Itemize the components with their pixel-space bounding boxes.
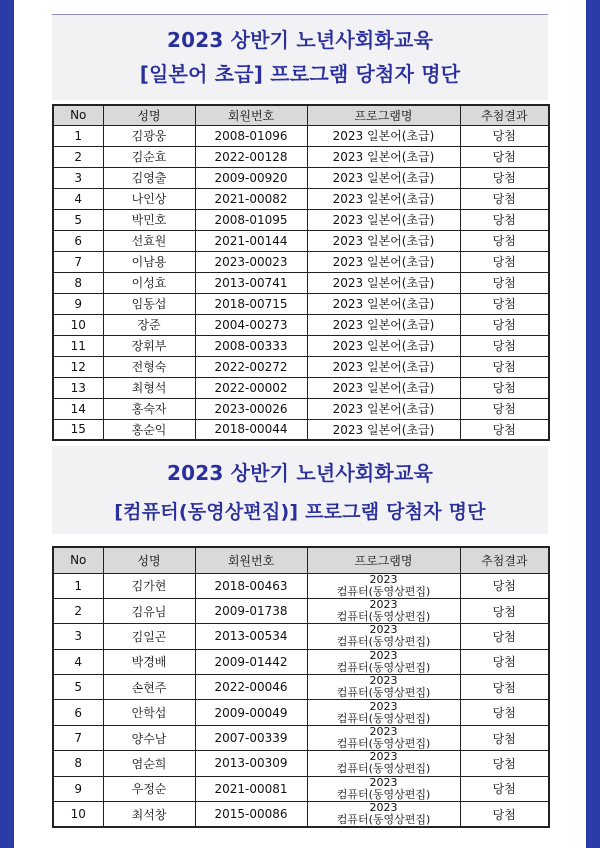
cell-program	[307, 598, 460, 623]
cell-name: 박민호	[103, 209, 195, 230]
cell-program: 2023 일본어(초급)	[307, 251, 460, 272]
cell-no: 5	[53, 675, 103, 700]
table-row	[53, 802, 549, 828]
program-name	[308, 650, 460, 674]
cell-no: 2	[53, 598, 103, 623]
table-row	[53, 356, 549, 377]
cell-name: 김일곤	[103, 624, 195, 649]
table-row	[53, 293, 549, 314]
winners-table-computer	[52, 546, 550, 828]
program-name	[308, 802, 460, 826]
cell-program: 2023 일본어(초급)	[307, 146, 460, 167]
cell-result: 당첨	[460, 251, 549, 272]
cell-program: 2023 일본어(초급)	[307, 398, 460, 419]
cell-no: 11	[53, 335, 103, 356]
program-title: 컴퓨터(동영상편집)	[336, 787, 431, 801]
cell-name: 김광웅	[103, 125, 195, 146]
cell-program	[307, 624, 460, 649]
cell-no: 7	[53, 251, 103, 272]
header-name: 성명	[103, 105, 195, 125]
cell-result: 당첨	[460, 335, 549, 356]
cell-name: 김순효	[103, 146, 195, 167]
table-row	[53, 230, 549, 251]
cell-program	[307, 802, 460, 828]
cell-member-id: 2009-01442	[195, 649, 307, 674]
cell-member-id: 2013-00534	[195, 624, 307, 649]
cell-result: 당첨	[460, 725, 549, 750]
cell-member-id: 2018-00715	[195, 293, 307, 314]
cell-member-id: 2007-00339	[195, 725, 307, 750]
cell-no: 6	[53, 230, 103, 251]
table-row	[53, 776, 549, 801]
program-year: 2023	[369, 649, 398, 662]
cell-result: 당첨	[460, 314, 549, 335]
program-title: 컴퓨터(동영상편집)	[336, 635, 431, 649]
table-row	[53, 751, 549, 776]
program-title: 컴퓨터(동영상편집)	[336, 711, 431, 725]
header-no: No	[53, 547, 103, 573]
cell-name: 장준	[103, 314, 195, 335]
program-year: 2023	[369, 599, 398, 612]
cell-name: 이성효	[103, 272, 195, 293]
program-year: 2023	[369, 573, 398, 586]
cell-no: 3	[53, 167, 103, 188]
cell-result: 당첨	[460, 398, 549, 419]
cell-no: 7	[53, 725, 103, 750]
program-title: 컴퓨터(동영상편집)	[336, 813, 431, 827]
cell-result: 당첨	[460, 700, 549, 725]
program-name	[308, 675, 460, 699]
cell-member-id: 2021-00082	[195, 188, 307, 209]
header-result: 추첨결과	[460, 547, 549, 573]
cell-program: 2023 일본어(초급)	[307, 293, 460, 314]
cell-member-id: 2013-00309	[195, 751, 307, 776]
cell-result: 당첨	[460, 802, 549, 828]
cell-result: 당첨	[460, 167, 549, 188]
program-name	[308, 624, 460, 648]
table-row	[53, 675, 549, 700]
cell-no: 9	[53, 293, 103, 314]
cell-member-id: 2015-00086	[195, 802, 307, 828]
cell-no: 1	[53, 573, 103, 598]
program-year: 2023	[369, 802, 398, 815]
cell-member-id: 2021-00081	[195, 776, 307, 801]
cell-member-id: 2008-00333	[195, 335, 307, 356]
table-row	[53, 573, 549, 598]
cell-result: 당첨	[460, 377, 549, 398]
cell-name: 이남용	[103, 251, 195, 272]
cell-no: 4	[53, 188, 103, 209]
cell-member-id: 2018-00463	[195, 573, 307, 598]
cell-no: 12	[53, 356, 103, 377]
table-row	[53, 649, 549, 674]
cell-name: 양수남	[103, 725, 195, 750]
table-header-row	[53, 547, 549, 573]
program-name	[308, 574, 460, 598]
cell-result: 당첨	[460, 230, 549, 251]
table-row	[53, 272, 549, 293]
table-row	[53, 725, 549, 750]
cell-member-id: 2021-00144	[195, 230, 307, 251]
table-row	[53, 598, 549, 623]
program-year: 2023	[369, 726, 398, 739]
cell-name: 박경배	[103, 649, 195, 674]
cell-program	[307, 776, 460, 801]
cell-no: 15	[53, 419, 103, 440]
cell-name: 전형숙	[103, 356, 195, 377]
cell-name: 홍숙자	[103, 398, 195, 419]
table-row	[53, 146, 549, 167]
cell-name: 홍순익	[103, 419, 195, 440]
cell-no: 10	[53, 314, 103, 335]
cell-result: 당첨	[460, 419, 549, 440]
cell-program: 2023 일본어(초급)	[307, 125, 460, 146]
cell-member-id: 2008-01096	[195, 125, 307, 146]
cell-program: 2023 일본어(초급)	[307, 167, 460, 188]
section1-title-line2: [일본어 초급] 프로그램 당첨자 명단	[139, 62, 461, 86]
right-border-bar	[586, 0, 600, 848]
table-row	[53, 377, 549, 398]
winners-table-japanese	[52, 104, 550, 441]
cell-program: 2023 일본어(초급)	[307, 272, 460, 293]
table-row	[53, 188, 549, 209]
cell-member-id: 2023-00026	[195, 398, 307, 419]
cell-result: 당첨	[460, 293, 549, 314]
cell-program	[307, 573, 460, 598]
cell-program: 2023 일본어(초급)	[307, 230, 460, 251]
program-year: 2023	[369, 751, 398, 764]
section2-title	[52, 446, 548, 534]
table-row	[53, 419, 549, 440]
cell-program: 2023 일본어(초급)	[307, 419, 460, 440]
cell-name: 최석창	[103, 802, 195, 828]
section1-title	[52, 14, 548, 100]
cell-program: 2023 일본어(초급)	[307, 356, 460, 377]
table-row	[53, 398, 549, 419]
cell-program: 2023 일본어(초급)	[307, 314, 460, 335]
cell-program: 2023 일본어(초급)	[307, 335, 460, 356]
table-row	[53, 624, 549, 649]
cell-no: 2	[53, 146, 103, 167]
cell-member-id: 2023-00023	[195, 251, 307, 272]
cell-result: 당첨	[460, 573, 549, 598]
cell-result: 당첨	[460, 649, 549, 674]
section1-title-line1: 2023 상반기 노년사회화교육	[167, 28, 433, 52]
program-year: 2023	[369, 624, 398, 637]
cell-member-id: 2018-00044	[195, 419, 307, 440]
cell-name: 장휘부	[103, 335, 195, 356]
cell-program	[307, 700, 460, 725]
header-program: 프로그램명	[307, 105, 460, 125]
program-name	[308, 726, 460, 750]
cell-no: 3	[53, 624, 103, 649]
cell-no: 5	[53, 209, 103, 230]
cell-program	[307, 649, 460, 674]
table-row	[53, 209, 549, 230]
program-title: 컴퓨터(동영상편집)	[336, 584, 431, 598]
program-name	[308, 701, 460, 725]
program-year: 2023	[369, 776, 398, 789]
cell-no: 8	[53, 751, 103, 776]
left-border-bar	[0, 0, 14, 848]
cell-name: 김유님	[103, 598, 195, 623]
header-member-id: 회원번호	[195, 105, 307, 125]
cell-member-id: 2004-00273	[195, 314, 307, 335]
cell-no: 9	[53, 776, 103, 801]
program-name	[308, 777, 460, 801]
cell-name: 김영출	[103, 167, 195, 188]
cell-name: 임동섭	[103, 293, 195, 314]
cell-result: 당첨	[460, 598, 549, 623]
cell-no: 8	[53, 272, 103, 293]
cell-no: 6	[53, 700, 103, 725]
cell-no: 10	[53, 802, 103, 828]
cell-result: 당첨	[460, 209, 549, 230]
header-result: 추첨결과	[460, 105, 549, 125]
program-year: 2023	[369, 700, 398, 713]
header-no: No	[53, 105, 103, 125]
header-program: 프로그램명	[307, 547, 460, 573]
cell-result: 당첨	[460, 272, 549, 293]
cell-result: 당첨	[460, 751, 549, 776]
cell-no: 13	[53, 377, 103, 398]
cell-member-id: 2013-00741	[195, 272, 307, 293]
header-name: 성명	[103, 547, 195, 573]
program-title: 컴퓨터(동영상편집)	[336, 762, 431, 776]
cell-member-id: 2022-00046	[195, 675, 307, 700]
cell-member-id: 2009-00920	[195, 167, 307, 188]
program-title: 컴퓨터(동영상편집)	[336, 660, 431, 674]
program-name	[308, 599, 460, 623]
cell-program	[307, 751, 460, 776]
cell-result: 당첨	[460, 776, 549, 801]
table-row	[53, 314, 549, 335]
program-title: 컴퓨터(동영상편집)	[336, 737, 431, 751]
table-header-row	[53, 105, 549, 125]
cell-no: 1	[53, 125, 103, 146]
cell-no: 4	[53, 649, 103, 674]
table-row	[53, 125, 549, 146]
cell-result: 당첨	[460, 356, 549, 377]
cell-member-id: 2022-00002	[195, 377, 307, 398]
cell-program: 2023 일본어(초급)	[307, 209, 460, 230]
cell-result: 당첨	[460, 675, 549, 700]
cell-name: 김가현	[103, 573, 195, 598]
cell-member-id: 2009-01738	[195, 598, 307, 623]
program-title: 컴퓨터(동영상편집)	[336, 610, 431, 624]
cell-result: 당첨	[460, 624, 549, 649]
cell-name: 나인상	[103, 188, 195, 209]
cell-member-id: 2022-00272	[195, 356, 307, 377]
cell-name: 안학섭	[103, 700, 195, 725]
cell-name: 최형석	[103, 377, 195, 398]
cell-member-id: 2022-00128	[195, 146, 307, 167]
section2-title-line2: [컴퓨터(동영상편집)] 프로그램 당첨자 명단	[114, 501, 486, 523]
table-row	[53, 335, 549, 356]
cell-result: 당첨	[460, 146, 549, 167]
program-title: 컴퓨터(동영상편집)	[336, 686, 431, 700]
table-row	[53, 251, 549, 272]
program-year: 2023	[369, 675, 398, 688]
table-row	[53, 167, 549, 188]
cell-member-id: 2009-00049	[195, 700, 307, 725]
cell-program: 2023 일본어(초급)	[307, 377, 460, 398]
cell-name: 우정순	[103, 776, 195, 801]
section2-title-line1: 2023 상반기 노년사회화교육	[167, 461, 433, 485]
cell-program	[307, 725, 460, 750]
cell-member-id: 2008-01095	[195, 209, 307, 230]
cell-program: 2023 일본어(초급)	[307, 188, 460, 209]
table-row	[53, 700, 549, 725]
cell-result: 당첨	[460, 125, 549, 146]
cell-no: 14	[53, 398, 103, 419]
header-member-id: 회원번호	[195, 547, 307, 573]
cell-result: 당첨	[460, 188, 549, 209]
cell-name: 염순희	[103, 751, 195, 776]
cell-program	[307, 675, 460, 700]
cell-name: 선효원	[103, 230, 195, 251]
program-name	[308, 751, 460, 775]
cell-name: 손현주	[103, 675, 195, 700]
